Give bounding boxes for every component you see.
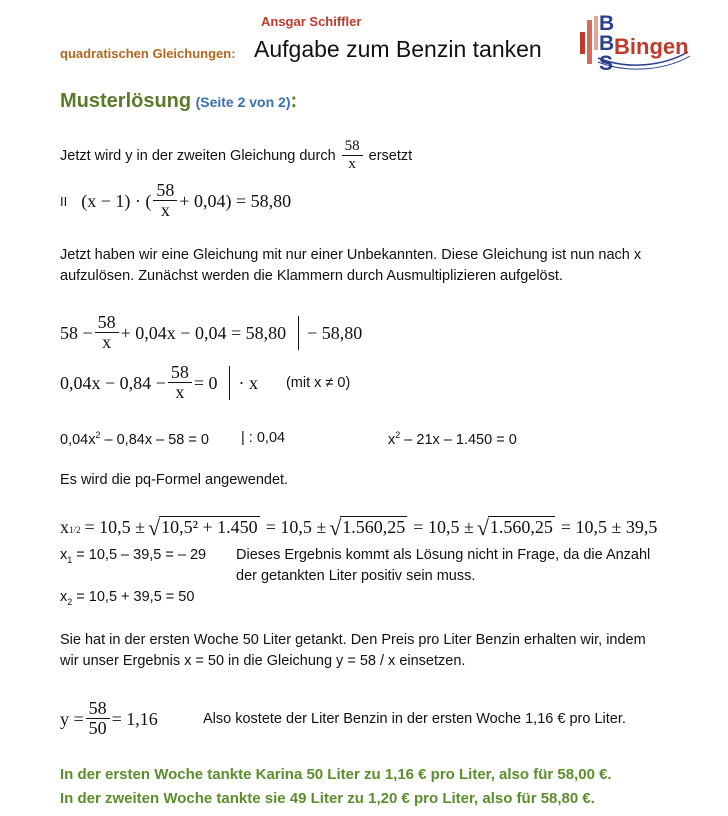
equation-ii-fraction-den: x [160,200,170,221]
step-3-left-sup: 2 [95,430,101,440]
paragraph-2-line-1: Sie hat in der ersten Woche 50 Liter getankt. Den Preis pro Liter Benzin erhalten wir, indem [60,632,646,648]
pq-x: x [60,517,69,537]
solution-1 [60,547,206,565]
step-2-divider [229,366,230,400]
pq-root-3: 1.560,25 [489,517,553,537]
price-fraction [86,699,110,739]
sqrt-icon-1: √ [148,515,161,540]
price-equation [60,694,158,744]
sqrt-icon-3: √ [476,515,489,540]
price-comment: Also kostete der Liter Benzin in der ersten Woche 1,16 € pro Liter. [203,711,626,727]
equation-ii-left: (x − 1) · ( [81,190,152,211]
intro-text-before: Jetzt wird y in der zweiten Gleichung durch [60,148,336,164]
solution-2-x: x [60,589,68,605]
solution-1-sub: 1 [67,554,73,565]
price-left: y = [60,708,84,729]
step-1-divider [298,316,299,350]
step-2-fraction [168,363,192,403]
pq-root-1: 10,5² + 1.450 [161,517,258,537]
paragraph-1-line-1: Jetzt haben wir eine Gleichung mit nur einer Unbekannten. Diese Gleichung ist nun nach x [60,247,642,263]
pq-formula [60,513,657,539]
solution-1-comment-line-1: Dieses Ergebnis kommt als Lösung nicht in Frage, da die Anzahl [236,547,651,563]
pq-part-4: = 10,5 ± 39,5 [560,517,658,537]
logo-letter-s: S [599,52,614,75]
step-3-right-sup: 2 [395,430,401,440]
pq-root-2: 1.560,25 [342,517,406,537]
solution-2 [60,589,194,607]
step-2-operation: · x [238,372,258,393]
logo-letter-b1: B [599,12,615,35]
step-1-operation: − 58,80 [307,322,363,343]
equation-ii-right: + 0,04) = 58,80 [179,190,292,211]
step-2-fraction-den: x [175,382,185,403]
solution-1-comment-line-2: der getankten Liter positiv sein muss. [236,568,476,584]
page-title: Aufgabe zum Benzin tanken [254,36,542,62]
price-fraction-den: 50 [88,718,107,739]
intro-fraction-num: 58 [342,139,363,156]
section-colon: : [290,90,298,112]
section-title: Musterlösung [60,90,192,112]
equation-ii-fraction [153,181,177,221]
intro-fraction [342,139,363,172]
equation-ii [60,176,291,226]
step-1-equation [60,308,362,358]
intro-line [60,134,412,178]
equation-ii-label: II [60,193,68,209]
step-1-left: 58 − [60,322,93,343]
step-2-note: (mit x ≠ 0) [285,375,351,391]
solution-1-value: = 10,5 – 39,5 = – 29 [72,547,207,563]
step-1-fraction-den: x [102,332,112,353]
solution-2-sub: 2 [67,596,73,607]
intro-text-after: ersetzt [368,148,413,164]
step-2-equation [60,358,350,408]
equation-ii-fraction-num: 58 [153,181,177,201]
paragraph-2-line-2: wir unser Ergebnis x = 50 in die Gleichung y = 58 / x einsetzen. [60,653,466,669]
step-3-right-equation [388,430,517,448]
step-2-right: = 0 [193,372,218,393]
step-2-left: 0,04x − 0,84 − [60,372,166,393]
section-pages: (Seite 2 von 2) [195,94,291,110]
section-heading [60,90,297,113]
step-1-fraction [95,313,119,353]
sqrt-icon-2: √ [329,515,342,540]
pq-part-2: = 10,5 ± [265,517,327,537]
price-fraction-num: 58 [86,699,110,719]
step-1-fraction-num: 58 [95,313,119,333]
step-3-left-a: 0,04x [60,431,96,448]
step-2-fraction-num: 58 [168,363,192,383]
step-3-right-b: – 21x – 1.450 = 0 [400,431,517,448]
logo-name: Bingen [614,34,689,59]
logo-letter-b2: B [599,32,615,55]
step-1-right: + 0,04x − 0,04 = 58,80 [120,322,287,343]
bbs-bingen-logo [578,14,698,76]
step-3-operation: | : 0,04 [241,430,286,446]
intro-fraction-den: x [348,156,356,173]
pq-part-1: = 10,5 ± [84,517,146,537]
conclusion-line-1: In der ersten Woche tankte Karina 50 Liter zu 1,16 € pro Liter, also für 58,00 €. [60,766,612,783]
step-3-left-b: – 0,84x – 58 = 0 [100,431,209,448]
price-right: = 1,16 [111,708,158,729]
pq-sub: 1/2 [69,525,81,535]
solution-2-value: = 10,5 + 39,5 = 50 [72,589,195,605]
step-3-right-a: x [388,431,396,448]
topic-label: quadratischen Gleichungen: [60,46,236,61]
pq-intro: Es wird die pq-Formel angewendet. [60,472,289,488]
paragraph-1-line-2: aufzulösen. Zunächst werden die Klammern durch Ausmultiplizieren aufgelöst. [60,268,563,284]
solution-1-x: x [60,547,68,563]
conclusion-line-2: In der zweiten Woche tankte sie 49 Liter zu 1,20 € pro Liter, also für 58,80 €. [60,790,595,807]
pq-part-3: = 10,5 ± [413,517,474,537]
step-3-left-equation [60,430,209,448]
author-name: Ansgar Schiffler [261,14,362,29]
